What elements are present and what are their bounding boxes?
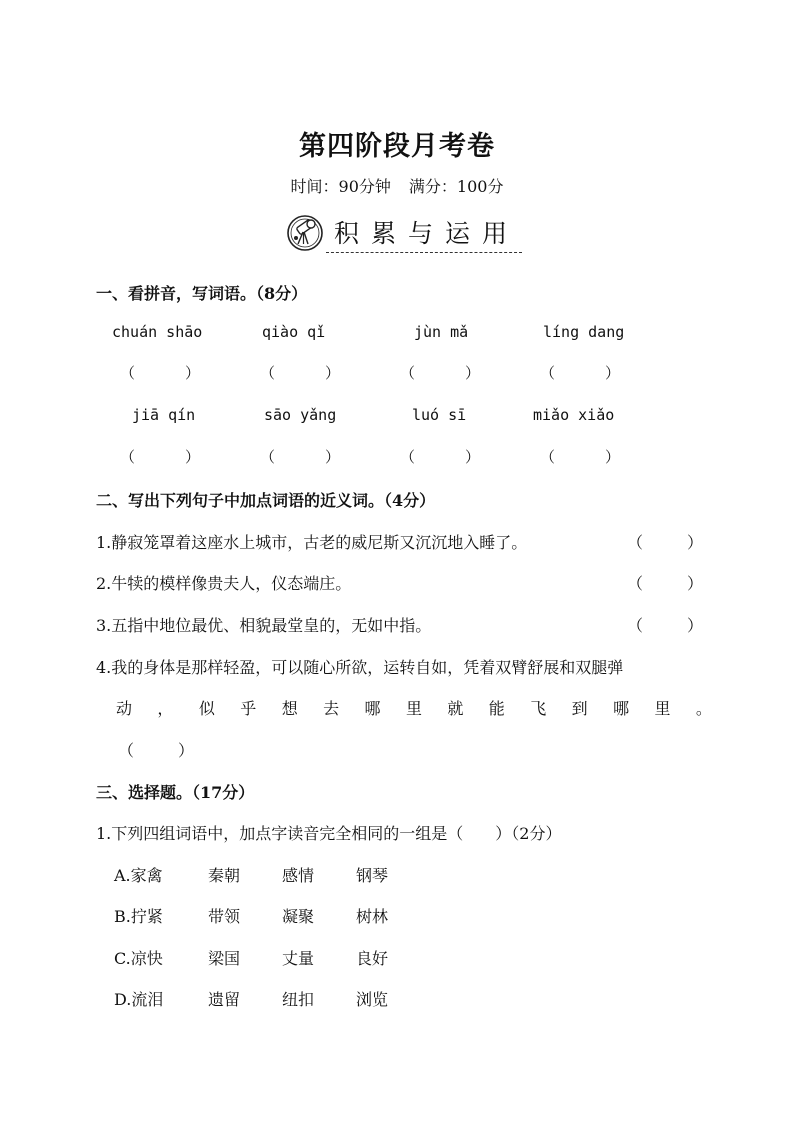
section3-heading: 三、选择题。（17分）: [96, 783, 255, 802]
pinyin-5: jiā qín: [132, 406, 196, 424]
question-2-3: 3.五指中地位最优、相貌最堂皇的，无如中指。: [96, 616, 432, 635]
option-c[interactable]: C.凉快: [114, 949, 163, 968]
option-word: 良好: [356, 949, 389, 968]
option-word: 遗留: [208, 990, 241, 1009]
option-word: 丈量: [282, 949, 315, 968]
exam-subtitle: [0, 174, 794, 197]
banner-title: 积累与运用: [334, 219, 520, 248]
pinyin-2: qiào qǐ: [262, 323, 326, 341]
exam-title: 第四阶段月考卷: [299, 131, 495, 162]
option-word: 凝聚: [282, 907, 315, 926]
section2-heading: 二、写出下列句子中加点词语的近义词。（4分）: [96, 491, 436, 510]
option-word: 秦朝: [208, 866, 241, 885]
full-score: 满分：100分: [408, 177, 504, 196]
option-a[interactable]: A.家禽: [114, 866, 163, 885]
section1-heading: 一、看拼音，写词语。（8分）: [96, 284, 308, 303]
question-2-4: 4.我的身体是那样轻盈，可以随心所欲，运转自如，凭着双臂舒展和双腿弹: [96, 658, 624, 677]
pinyin-7: luó sī: [412, 406, 467, 424]
option-word: 树林: [356, 907, 389, 926]
pinyin-1: chuán shāo: [112, 323, 203, 341]
question-2-1: 1.静寂笼罩着这座水上城市，古老的威尼斯又沉沉地入睡了。: [96, 533, 528, 552]
option-word: 带领: [208, 907, 241, 926]
pinyin-8: miǎo xiǎo: [533, 406, 615, 424]
question-2-2: 2.牛犊的模样像贵夫人，仪态端庄。: [96, 574, 352, 593]
option-d[interactable]: D.流泪: [114, 990, 164, 1009]
option-word: 梁国: [208, 949, 241, 968]
banner-underline: [326, 252, 522, 253]
option-word: 钢琴: [356, 866, 389, 885]
option-word: 感情: [282, 866, 315, 885]
pinyin-4: líng dang: [543, 323, 625, 341]
question-2-4-continued: 动 ， 似 乎 想 去 哪 里 就 能 飞 到 哪 里 。: [116, 699, 712, 718]
option-b[interactable]: B.拧紧: [114, 907, 163, 926]
option-word: 浏览: [356, 990, 389, 1009]
exam-page: 第四阶段月考卷 时间：90分钟 满分：100分 积累与运用 一、看拼音，写词语。（8分） chuán shāo qiào qǐ jùn mǎ líng dang （ ） （ ） （ ） （ ） jiā qín sāo yǎng luó sī miǎo xiǎo （ ） （ ） （ ） （ ） 二、写出下列句子中加点词语的近义词。（4分） 1.静寂笼罩着这座水上城市，古老的威尼斯又沉沉地入睡了。 （ ） 2.牛犊的模样像贵夫人，仪态端庄。 （ ） 3.五指中地位最优、相貌最堂皇的，无如中指。 （ ） 4.我的身体是那样轻盈，可以随心所欲，运转自如，凭着双臂舒展和双腿弹 动 ， 似 乎 想 去 哪 里 就 能 飞 到 哪 里 。 （ ） 三、选择题。（17分） 1.下列四组词语中，加点字读音完全相同的一组是（ ）（2分） A.家禽 秦朝 感情 钢琴 B.拧紧 带领 凝聚 树林 C.凉快 梁国 丈量 良好 D.流泪 遗留 纽扣 浏览: [0, 0, 794, 1123]
telescope-icon: [286, 214, 324, 252]
section-banner: [286, 212, 522, 256]
question-3-1: 1.下列四组词语中，加点字读音完全相同的一组是（ ）（2分）: [96, 824, 562, 843]
time-limit: 时间：90分钟: [290, 177, 391, 196]
option-word: 纽扣: [282, 990, 315, 1009]
pinyin-3: jùn mǎ: [414, 323, 469, 341]
pinyin-6: sāo yǎng: [264, 406, 337, 424]
